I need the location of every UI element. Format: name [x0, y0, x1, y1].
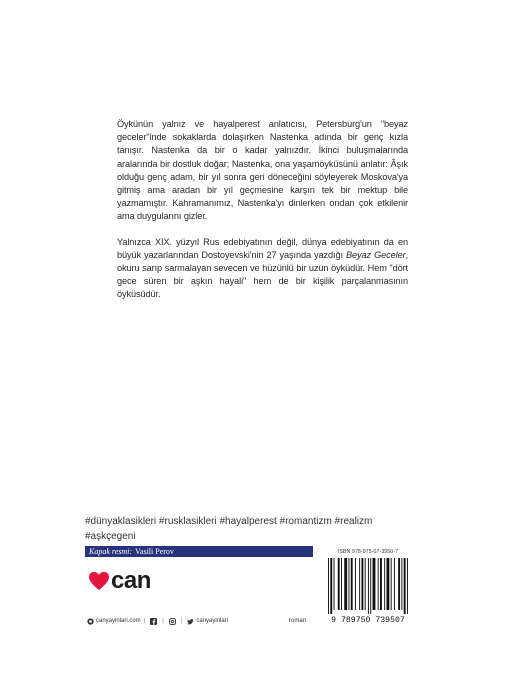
barcode-bar [330, 558, 332, 614]
barcode-bar [394, 558, 395, 610]
barcode-bar [380, 558, 382, 610]
barcode-bar [348, 558, 349, 610]
barcode-bar [370, 558, 371, 614]
isbn-number: ISBN 978-975-07-3950-7 [337, 549, 399, 555]
instagram-icon[interactable] [169, 618, 176, 625]
hashtags: #dünyaklasikleri #rusklasikleri #hayalperest #romantizm #realizm #aşkçegeni [85, 516, 373, 542]
barcode-bar [368, 558, 369, 614]
barcode-bar [361, 558, 363, 610]
publisher-logo [88, 566, 158, 596]
cover-credit-label: Kapak resmi: [89, 547, 133, 556]
barcode-bar [378, 558, 379, 610]
separator: | [143, 618, 146, 624]
genre-label: roman [289, 618, 307, 624]
blurb-paragraph-2-end: , okuru sarıp sarmalayan sevecen ve hüzünlü bir uzun öyküdür. Hem "dört gece süren bir aşkın hayali" hem de bir kişilik parçalanmasının öyküsüdür. [117, 249, 408, 300]
heart-icon [88, 571, 110, 591]
globe-icon [87, 618, 94, 625]
barcode-bar [401, 558, 402, 610]
barcode [322, 558, 414, 624]
barcode-bar [359, 558, 360, 610]
barcode-digits: 9 789750 739507 [331, 616, 405, 624]
barcode-bar [351, 558, 353, 610]
twitter-icon[interactable] [187, 618, 194, 625]
barcode-bar [344, 558, 347, 610]
barcode-bar [328, 558, 329, 614]
barcode-bar [373, 558, 376, 610]
facebook-icon[interactable] [150, 618, 157, 625]
barcode-bar [338, 558, 340, 610]
website-link[interactable]: canyayinlari.com [96, 618, 141, 624]
separator: | [162, 618, 164, 624]
barcode-bar [404, 558, 406, 614]
barcode-bar [355, 558, 356, 610]
barcode-bar [341, 558, 342, 610]
barcode-bar [384, 558, 385, 610]
logo-wordmark: can [111, 567, 151, 594]
blurb-paragraph-1: Öykünün yalnız ve hayalperest anlatıcısı, Petersburg'un "beyaz geceler"inde sokaklarda dolaşırken Nastenka adında bir genç kızla tanışır. Nastenka da bir o kadar yalnızdır. İkinci buluşmalarında aralarında bir dostluk doğar; Nastenka, ona yaşamöyküsünü anlatır: Âşık olduğu genç adam, bir yıl sonra geri döneceğini söyleyerek Moskova'ya gitmiş ama aradan bir yıl geçmesine karşın tek bir mektup bile yazmamıştır. Kahramanımız, Nastenka'yı dinlerken ondan çok etkilenir ama duygularını gizler. [117, 119, 408, 222]
barcode-bar [398, 558, 400, 610]
back-cover-blurb [117, 118, 408, 314]
publisher-footer [85, 617, 313, 625]
cover-credit-stripe [85, 546, 313, 557]
blurb-paragraph-2-start: Yalnızca XIX. yüzyıl Rus edebiyatının değil, dünya edebiyatının da en büyük yazarlarından Dostoyevski'nin 27 yaşında yazdığı [117, 236, 408, 260]
barcode-bar [391, 558, 392, 610]
barcode-bar [365, 558, 366, 610]
barcode-bar [334, 558, 335, 610]
cover-credit-name: Vasili Perov [135, 547, 174, 556]
barcode-bar [407, 558, 408, 614]
book-title-italic: Beyaz Geceler [346, 249, 406, 260]
barcode-bar [387, 558, 390, 610]
separator: | [180, 618, 183, 624]
blurb-paragraph-2 [117, 236, 408, 302]
social-handle[interactable]: canyayinlari [196, 618, 229, 624]
